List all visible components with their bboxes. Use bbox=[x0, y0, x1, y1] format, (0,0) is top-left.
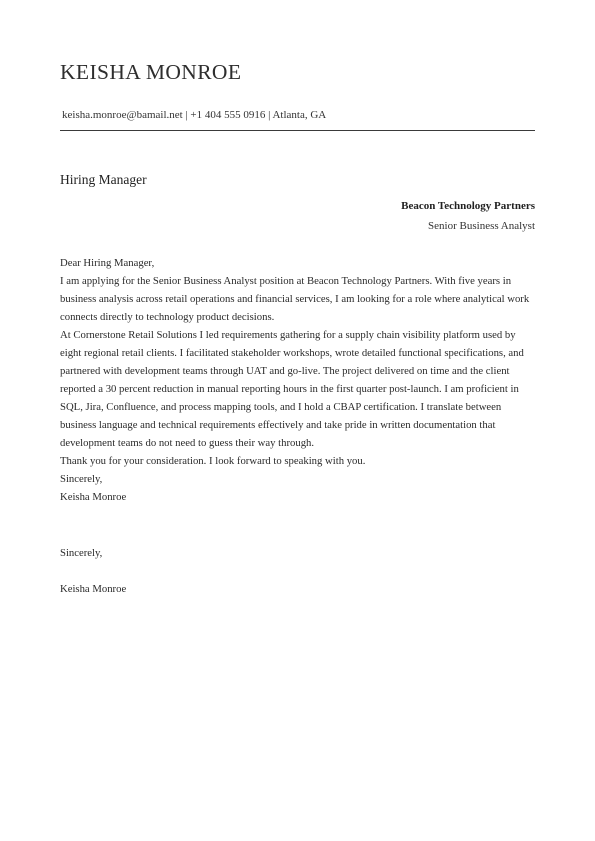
company-name: Beacon Technology Partners bbox=[401, 200, 535, 212]
header-divider bbox=[60, 130, 535, 131]
letter-body bbox=[60, 254, 536, 506]
paragraph-experience: At Cornerstone Retail Solutions I led requirements gathering for a supply chain visibility platform used by eight regional retail clients. I facilitated stakeholder workshops, wrote detailed functional specifications, and partnered with development teams through UAT and go-live. The project delivered on time and the client reported a 30 percent reduction in manual reporting hours in the first quarter post-launch. I am proficient in SQL, Jira, Confluence, and process mapping tools, and I hold a CBAP certification. I translate between business language and technical requirements effectively and take pride in written documentation that development teams do not need to guess their way through. bbox=[60, 329, 524, 449]
signature-inline: Keisha Monroe bbox=[60, 491, 127, 503]
greeting: Dear Hiring Manager, bbox=[60, 257, 155, 269]
closing: Sincerely, bbox=[60, 547, 103, 559]
position-title: Senior Business Analyst bbox=[428, 220, 535, 232]
paragraph-thanks: Thank you for your consideration. I look forward to speaking with you. bbox=[60, 455, 366, 467]
signature-block bbox=[60, 526, 126, 598]
signature-name: Keisha Monroe bbox=[60, 583, 127, 595]
paragraph-intro: I am applying for the Senior Business Analyst position at Beacon Technology Partners. With five years in business analysis across retail operations and financial services, I am looking for a role where analytical work connects directly to technology product decisions. bbox=[60, 275, 530, 323]
closing-inline: Sincerely, bbox=[60, 473, 103, 485]
recipient-title: Hiring Manager bbox=[60, 172, 147, 187]
contact-line: keisha.monroe@bamail.net | +1 404 555 0916 | Atlanta, GA bbox=[62, 109, 327, 121]
applicant-name: KEISHA MONROE bbox=[60, 60, 242, 84]
